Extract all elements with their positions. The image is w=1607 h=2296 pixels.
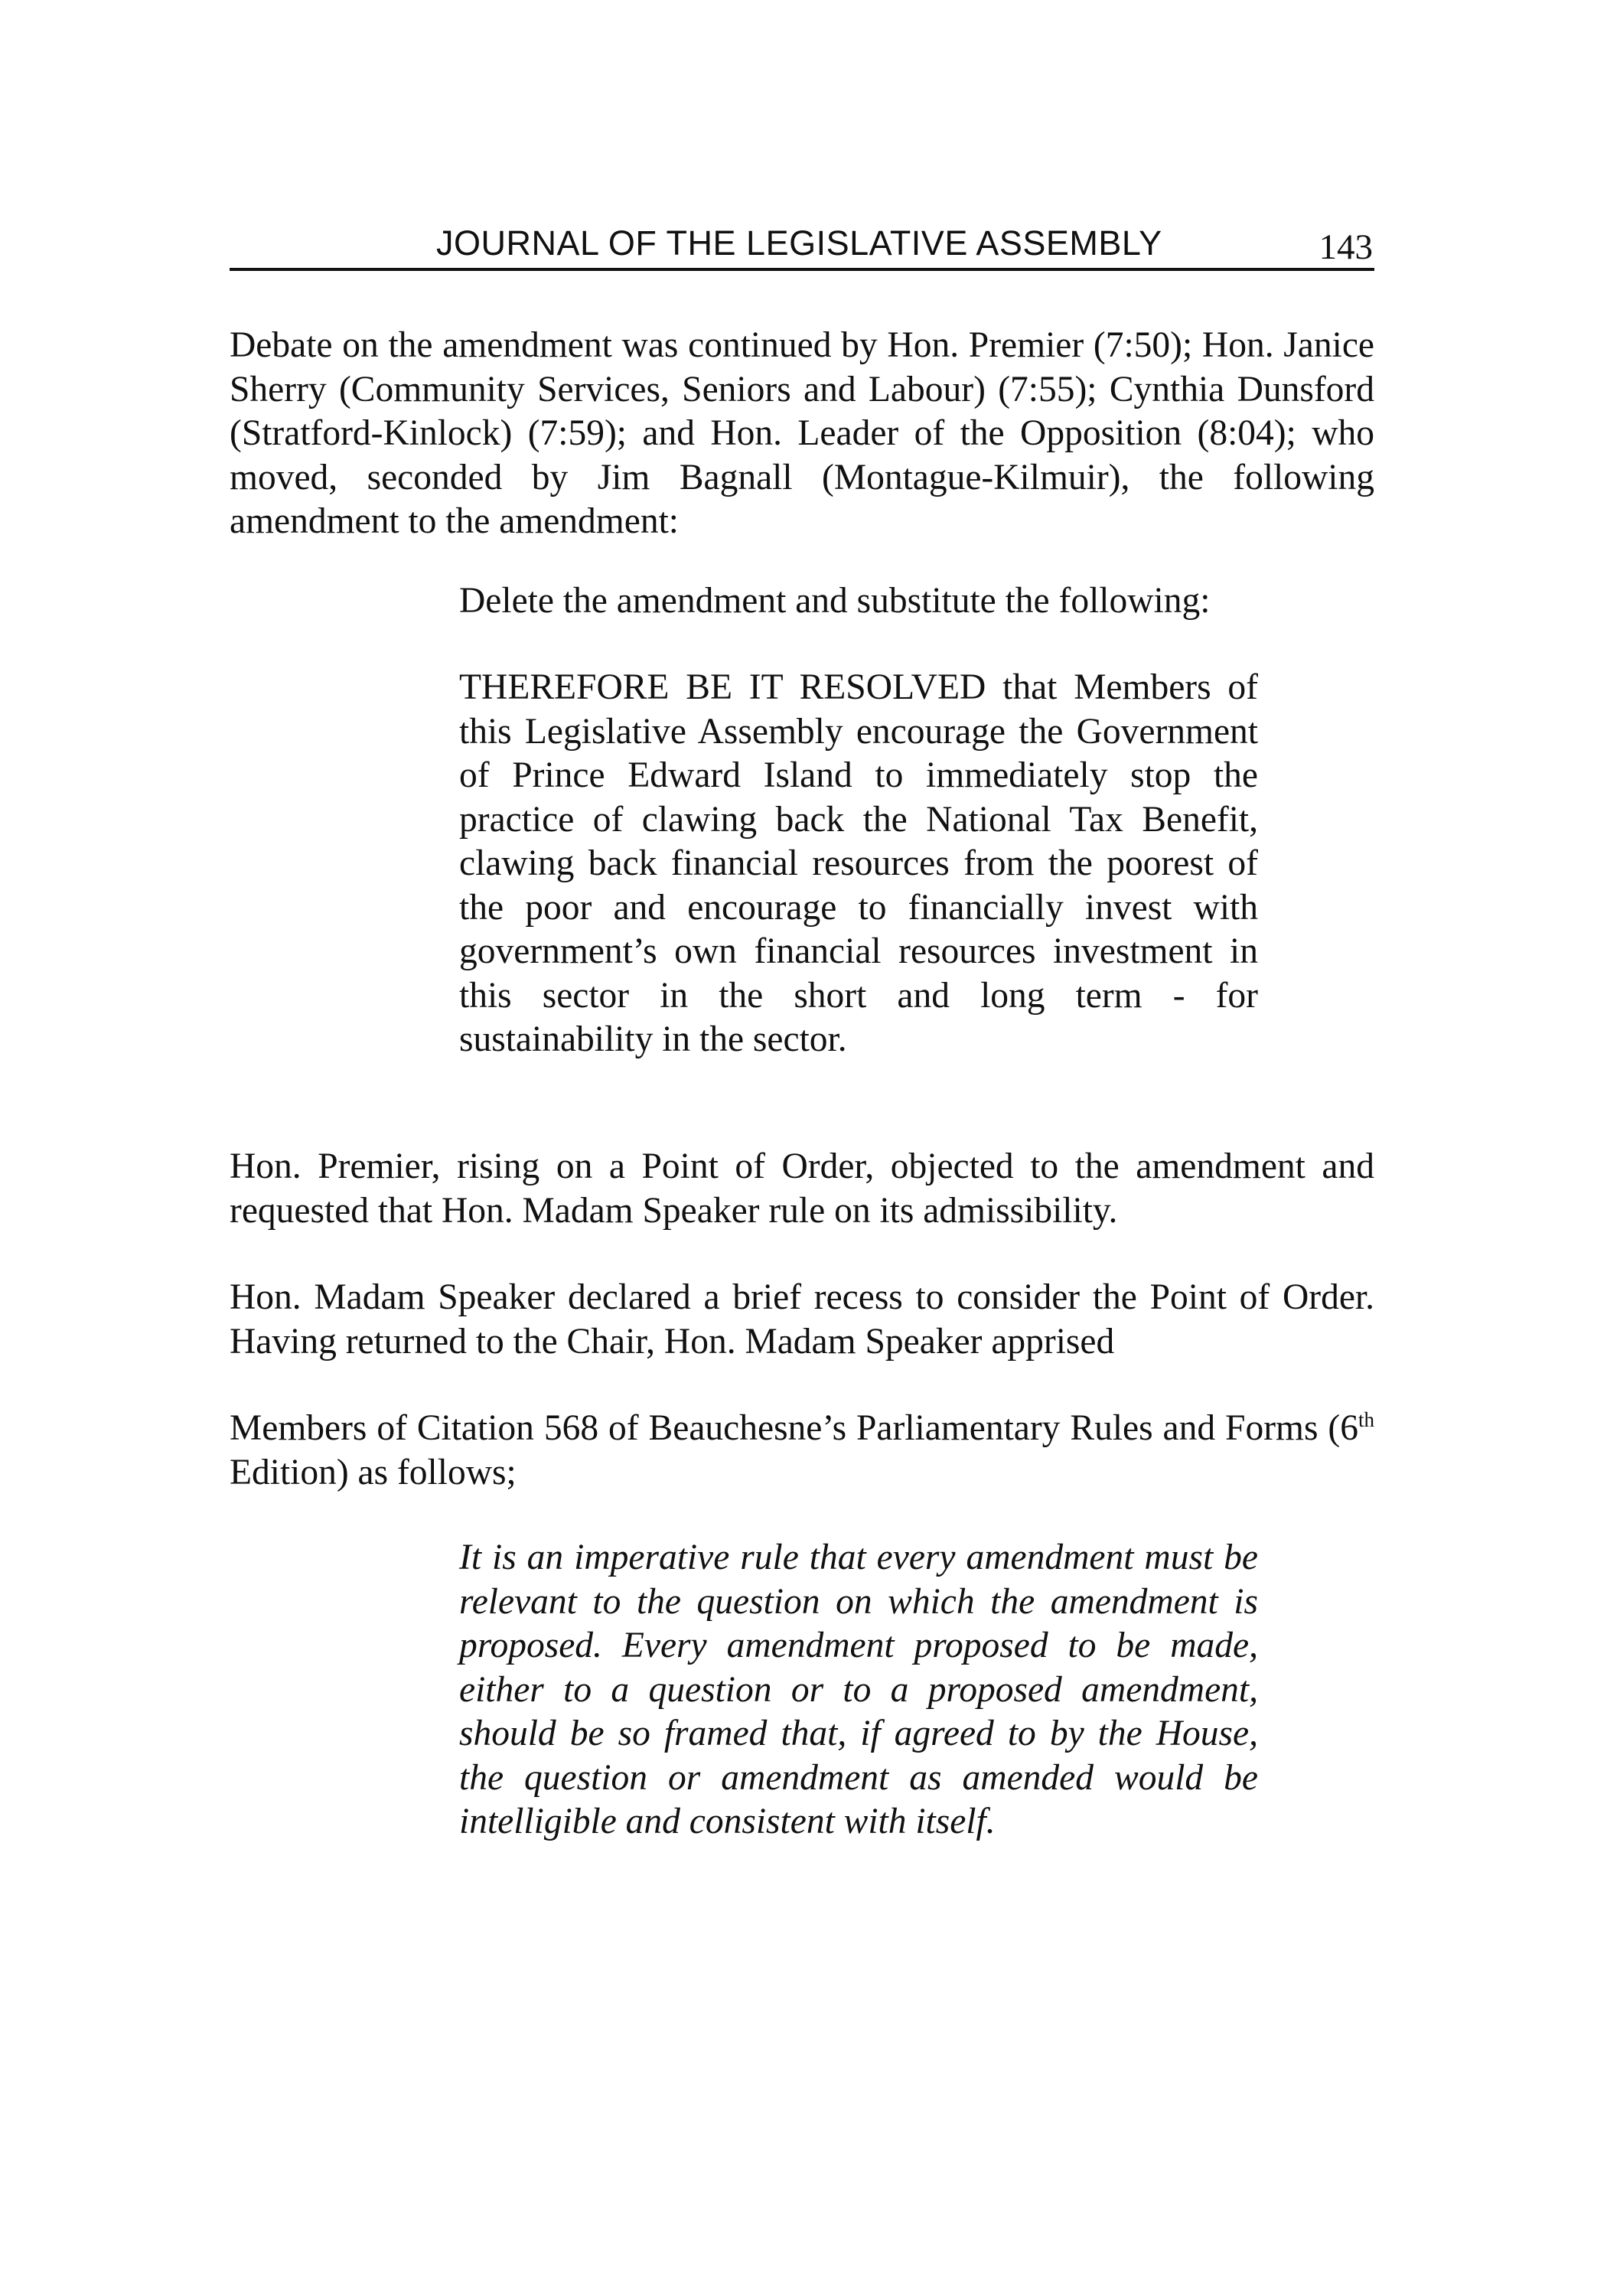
running-title: JOURNAL OF THE LEGISLATIVE ASSEMBLY (436, 223, 1162, 263)
beauchesne-quote: It is an imperative rule that every amendment must be relevant to the question on which the amendment is proposed. Every amendment proposed to be made, either to a question or to a proposed amendment, should be so framed that, if agreed to by the House, the question or amendment as amended would be intelligible and consistent with itself. (459, 1538, 1258, 1841)
resolution-paragraph: THEREFORE BE IT RESOLVED that Members of this Legislative Assembly encourage the Government of Prince Edward Island to immediately stop the practice of clawing back the National Tax Benefit, clawing back financial resources from the poorest of the poor and encourage to financially invest with government’s own financial resources investment in this sector in the short and long term - for sustainability in the sector. (459, 667, 1258, 1059)
edition-superscript: th (1358, 1408, 1374, 1431)
debate-paragraph: Debate on the amendment was continued by Hon. Premier (7:50); Hon. Janice Sherry (Community Services, Seniors and Labour) (7:55); Cynthia Dunsford (Stratford-Kinlock) (7:59); and Hon. Leader of the Opposition (8:04); who moved, seconded by Jim Bagnall (Montague-Kilmuir), the following amendment to the amendment: (230, 325, 1374, 541)
point-of-order-paragraph: Hon. Premier, rising on a Point of Order, objected to the amendment and requested that Hon. Madam Speaker rule on its admissibility. (230, 1146, 1374, 1231)
page-number: 143 (1319, 227, 1373, 267)
citation-text-end: Edition) as follows; (230, 1452, 517, 1492)
page-header (230, 222, 1374, 271)
citation-text: Members of Citation 568 of Beauchesne’s Parliamentary Rules and Forms (6 (230, 1408, 1358, 1448)
delete-instruction: Delete the amendment and substitute the following: (459, 581, 1211, 621)
citation-paragraph (230, 1407, 1374, 1495)
recess-paragraph: Hon. Madam Speaker declared a brief recess to consider the Point of Order. Having returned to the Chair, Hon. Madam Speaker apprised (230, 1277, 1374, 1362)
